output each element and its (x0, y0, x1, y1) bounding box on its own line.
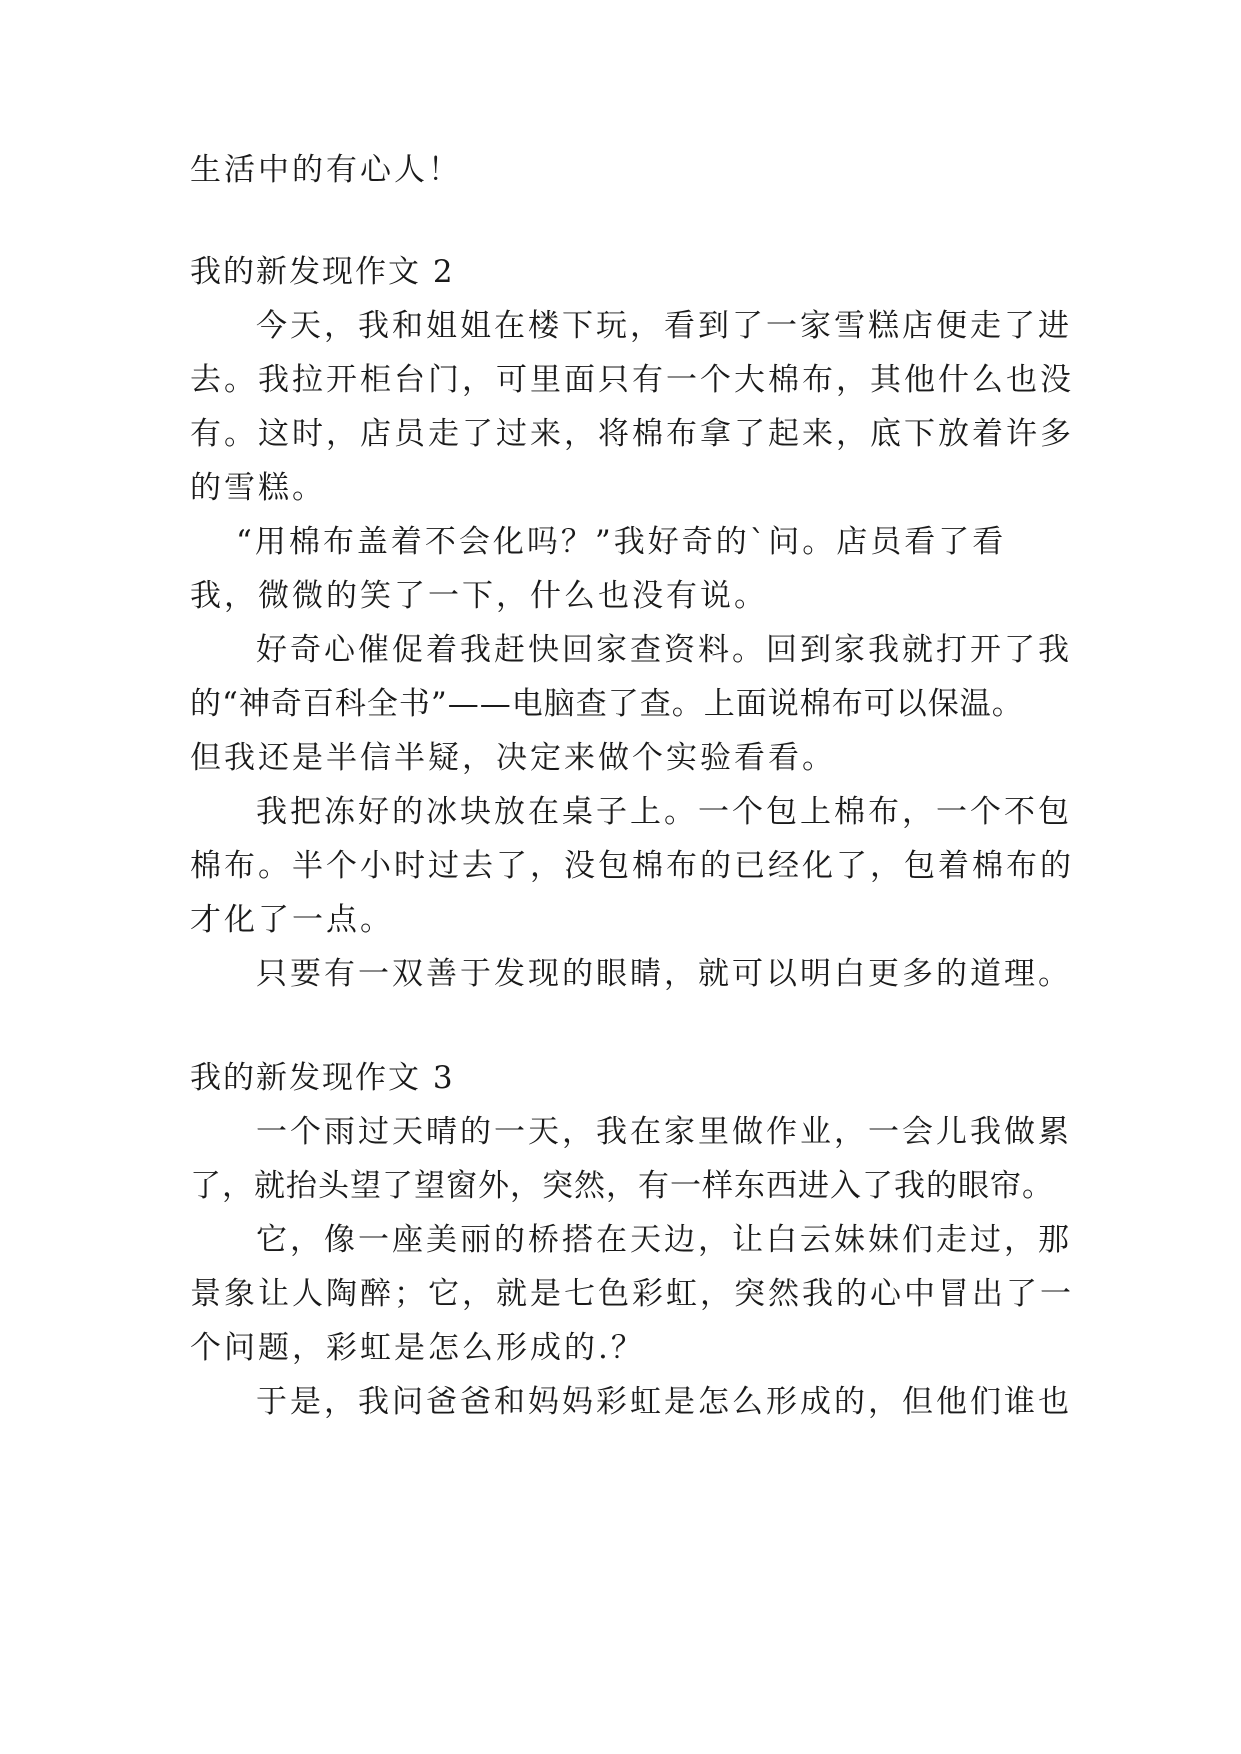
essay3-line: 了，就抬头望了望窗外，突然，有一样东西进入了我的眼帘。 (190, 1168, 1054, 1204)
essay2-line: “用棉布盖着不会化吗？”我好奇的`问。店员看了看 (236, 524, 1007, 560)
essay2-line: 的“神奇百科全书”——电脑查了查。上面说棉布可以保温。 (190, 686, 1024, 722)
essay2-line: 但我还是半信半疑，决定来做个实验看看。 (190, 740, 836, 776)
essay2-line: 我把冻好的冰块放在桌子上。一个包上棉布，一个不包 (256, 794, 1072, 830)
essay2-line: 我，微微的笑了一下，什么也没有说。 (190, 578, 768, 614)
essay3-line: 景象让人陶醉；它，就是七色彩虹，突然我的心中冒出了一 (190, 1276, 1074, 1312)
essay2-line: 有。这时，店员走了过来，将棉布拿了起来，底下放着许多 (190, 416, 1074, 452)
essay3-line: 于是，我问爸爸和妈妈彩虹是怎么形成的，但他们谁也 (256, 1384, 1072, 1420)
essay2-line: 去。我拉开柜台门，可里面只有一个大棉布，其他什么也没 (190, 362, 1074, 398)
essay3-line: 它，像一座美丽的桥搭在天边，让白云妹妹们走过，那 (256, 1222, 1072, 1258)
essay2-line: 棉布。半个小时过去了，没包棉布的已经化了，包着棉布的 (190, 848, 1074, 884)
essay3-title: 我的新发现作文 3 (190, 1060, 455, 1096)
essay3-line: 个问题，彩虹是怎么形成的.？ (190, 1330, 645, 1366)
essay2-line: 才化了一点。 (190, 902, 394, 938)
essay2-line: 的雪糕。 (190, 470, 326, 506)
essay3-line: 一个雨过天晴的一天，我在家里做作业，一会儿我做累 (256, 1114, 1072, 1150)
essay2-line: 只要有一双善于发现的眼睛，就可以明白更多的道理。 (256, 956, 1072, 992)
essay2-line: 好奇心催促着我赶快回家查资料。回到家我就打开了我 (256, 632, 1072, 668)
intro-closing-line: 生活中的有心人！ (190, 152, 462, 188)
essay2-line: 今天，我和姐姐在楼下玩，看到了一家雪糕店便走了进 (256, 308, 1072, 344)
essay2-title: 我的新发现作文 2 (190, 254, 455, 290)
